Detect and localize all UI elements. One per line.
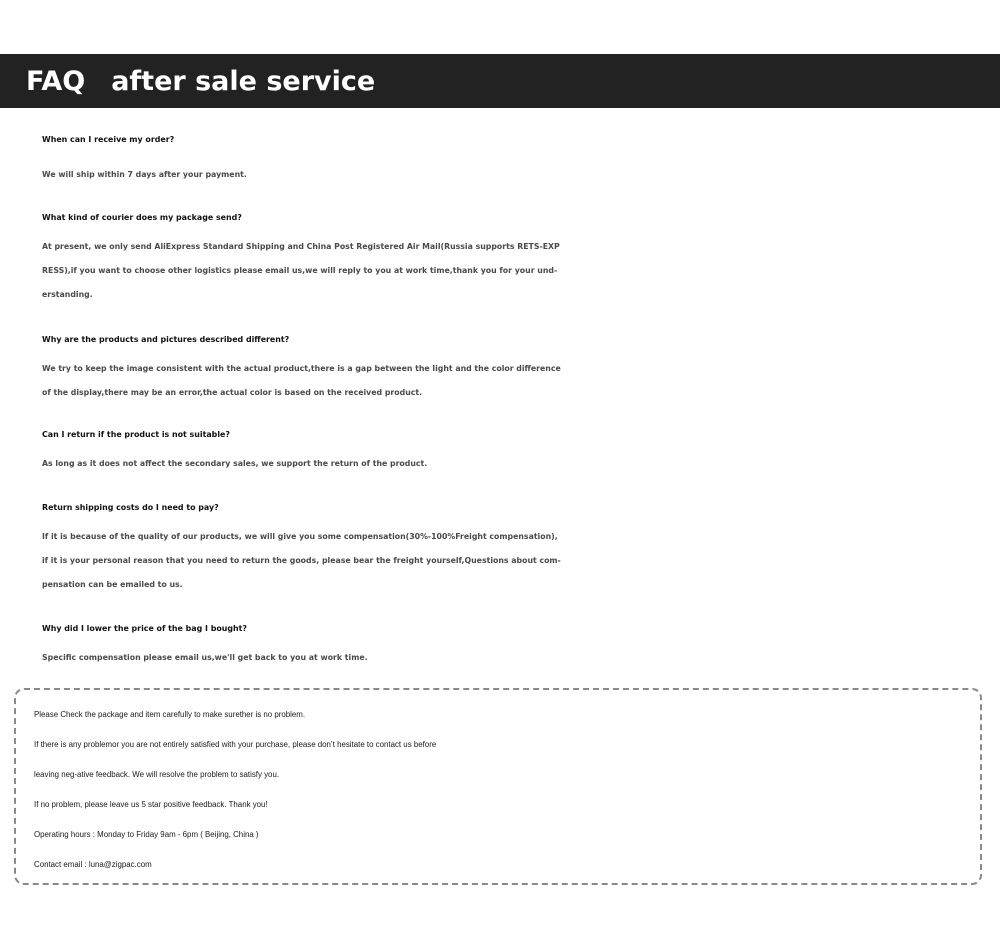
notice-line: Please Check the package and item carefully to make surether is no problem. [34,710,306,719]
banner-faq-title: FAQ [26,65,86,97]
faq-answer-line: We try to keep the image consistent with the actual product,there is a gap between the light and the color difference [42,364,561,373]
faq-answer-line: We will ship within 7 days after your payment. [42,170,247,179]
banner-subtitle: after sale service [111,65,376,97]
contact-email: Contact email : luna@zigpac.com [34,860,152,869]
faq-question: Return shipping costs do I need to pay? [42,503,219,512]
faq-item-courier [42,205,982,307]
faq-question: When can I receive my order? [42,135,175,144]
notice-line: If there is any problemor you are not entirely satisfied with your purchase, please don’t hesitate to contact us before [34,740,437,749]
faq-answer-line: At present, we only send AliExpress Standard Shipping and China Post Registered Air Mail(Russia supports RETS-EXP [42,242,560,251]
notice-line: leaving neg-ative feedback. We will resolve the problem to satisfy you. [34,770,280,779]
faq-answer-line: As long as it does not affect the secondary sales, we support the return of the product. [42,459,428,468]
faq-question: What kind of courier does my package send? [42,213,242,222]
faq-item-price-lowered [42,616,982,670]
faq-item-pictures-different [42,327,982,405]
faq-banner [0,54,1000,108]
notice-line: If no problem, please leave us 5 star positive feedback. Thank you! [34,800,268,809]
faq-question: Can I return if the product is not suitable? [42,430,230,439]
faq-answer-line: If it is because of the quality of our products, we will give you some compensation(30%-100%Freight compensation), [42,532,558,541]
faq-answer-line: if it is your personal reason that you need to return the goods, please bear the freight yourself,Questions about com- [42,556,561,565]
notice-box [14,688,982,885]
faq-item-receive-order [42,127,982,187]
faq-answer-line: RESS),if you want to choose other logistics please email us,we will reply to you at work time,thank you for your und- [42,266,558,275]
faq-question: Why did I lower the price of the bag I bought? [42,624,247,633]
faq-answer-line: pensation can be emailed to us. [42,580,183,589]
faq-answer-line: Specific compensation please email us,we'll get back to you at work time. [42,653,368,662]
notice-line: Operating hours : Monday to Friday 9am - 6pm ( Beijing, China ) [34,830,259,839]
faq-answer-line: erstanding. [42,290,93,299]
faq-item-return-unsuitable [42,422,982,476]
faq-item-return-shipping-costs [42,495,982,597]
faq-answer-line: of the display,there may be an error,the actual color is based on the received product. [42,388,423,397]
faq-question: Why are the products and pictures described different? [42,335,290,344]
